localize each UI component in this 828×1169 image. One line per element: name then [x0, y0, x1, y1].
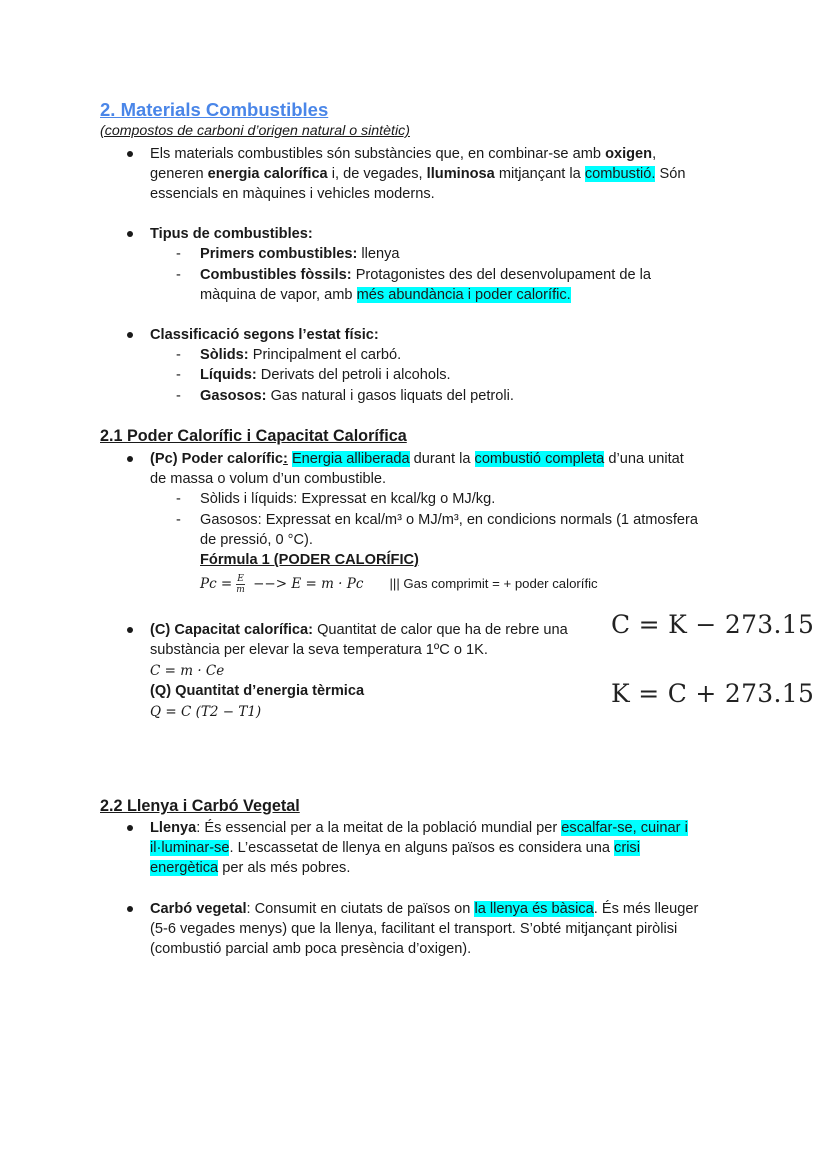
list-item: Gasosos: Gas natural i gasos liquats del petroli.	[200, 388, 514, 404]
dash-icon: -	[176, 347, 181, 363]
highlight: la llenya és bàsica	[474, 901, 594, 917]
llenya-line-2: il·luminar-se. L’escassetat de llenya en alguns països es considera una crisi	[150, 840, 640, 856]
bullet-icon	[127, 906, 133, 912]
formula-q: Q = C (T2 − T1)	[150, 704, 262, 720]
dash-icon: -	[176, 246, 181, 262]
highlight: combustió.	[584, 166, 656, 182]
llenya-line-1: Llenya: És essencial per a la meitat de la població mundial per escalfar-se, cuinar i	[150, 820, 688, 836]
bullet-icon	[127, 456, 133, 462]
c-line-2: substància per elevar la seva temperatura 1ºC o 1K.	[150, 642, 488, 658]
list-item: Primers combustibles: llenya	[200, 246, 400, 262]
dash-icon: -	[176, 512, 181, 528]
intro-line-1: Els materials combustibles són substàncies que, en combinar-se amb oxigen,	[150, 146, 657, 162]
list-item-continued: màquina de vapor, amb més abundància i poder calorífic.	[200, 287, 571, 303]
bullet-icon	[127, 231, 133, 237]
formula-title: Fórmula 1 (PODER CALORÍFIC)	[200, 552, 419, 568]
dash-icon: -	[176, 388, 181, 404]
carbo-line-2: (5-6 vegades menys) que la llenya, facilitant el transport. S’obté mitjançant piròlisi	[150, 921, 678, 937]
dash-icon: -	[176, 367, 181, 383]
section-title: 2.1 Poder Calorífic i Capacitat Calorífica	[100, 427, 407, 445]
llenya-line-3: energètica per als més pobres.	[150, 860, 351, 876]
intro-line-3: essencials en màquines i vehicles moderns.	[150, 186, 435, 202]
formula-celsius: C = K − 273.15	[611, 610, 815, 639]
q-heading: (Q) Quantitat d’energia tèrmica	[150, 683, 365, 699]
highlight: escalfar-se, cuinar i	[561, 820, 688, 836]
c-line-1: (C) Capacitat calorífica: Quantitat de calor que ha de rebre una	[150, 622, 568, 638]
bullet-icon	[127, 151, 133, 157]
highlight: combustió completa	[474, 451, 605, 467]
section-title: 2.2 Llenya i Carbó Vegetal	[100, 797, 300, 815]
list-item: Sòlids i líquids: Expressat en kcal/kg o MJ/kg.	[200, 491, 496, 507]
carbo-line-1: Carbó vegetal: Consumit en ciutats de països on la llenya és bàsica. És més lleuger	[150, 901, 699, 917]
pc-line-2: de massa o volum d’un combustible.	[150, 471, 387, 487]
formula-c: C = m · Ce	[150, 663, 225, 679]
tipus-heading: Tipus de combustibles:	[150, 226, 313, 242]
list-item: Gasosos: Expressat en kcal/m³ o MJ/m³, en condicions normals (1 atmosfera	[200, 512, 698, 528]
highlight: Energia alliberada	[291, 451, 410, 467]
highlight: crisi	[614, 840, 640, 856]
list-item: Combustibles fòssils: Protagonistes des del desenvolupament de la	[200, 267, 652, 283]
bullet-icon	[127, 825, 133, 831]
section-subtitle: (compostos de carboni d’origen natural o sintètic)	[100, 123, 410, 139]
formula-pc: Pc = $\frac{E}{m}$ −−> E = m · Pc ||| Gas comprimit = + poder calorífic	[200, 573, 598, 595]
highlight: energètica	[150, 860, 219, 876]
list-item-continued: de pressió, 0 °C).	[200, 532, 313, 548]
dash-icon: -	[176, 491, 181, 507]
carbo-line-3: (combustió parcial amb poca presència d’oxigen).	[150, 941, 472, 957]
list-item: Líquids: Derivats del petroli i alcohols.	[200, 367, 451, 383]
list-item: Sòlids: Principalment el carbó.	[200, 347, 402, 363]
pc-line-1: (Pc) Poder calorífic: Energia alliberada durant la combustió completa d’una unitat	[150, 451, 684, 467]
classificacio-heading: Classificació segons l’estat físic:	[150, 327, 379, 343]
highlight: més abundància i poder calorífic.	[356, 287, 571, 303]
bullet-icon	[127, 332, 133, 338]
intro-line-2: generen energia calorífica i, de vegades, lluminosa mitjançant la combustió. Són	[150, 166, 686, 182]
highlight: il·luminar-se	[150, 840, 230, 856]
section-title: 2. Materials Combustibles	[100, 99, 329, 120]
bullet-icon	[127, 627, 133, 633]
formula-kelvin: K = C + 273.15	[611, 679, 815, 708]
dash-icon: -	[176, 267, 181, 283]
